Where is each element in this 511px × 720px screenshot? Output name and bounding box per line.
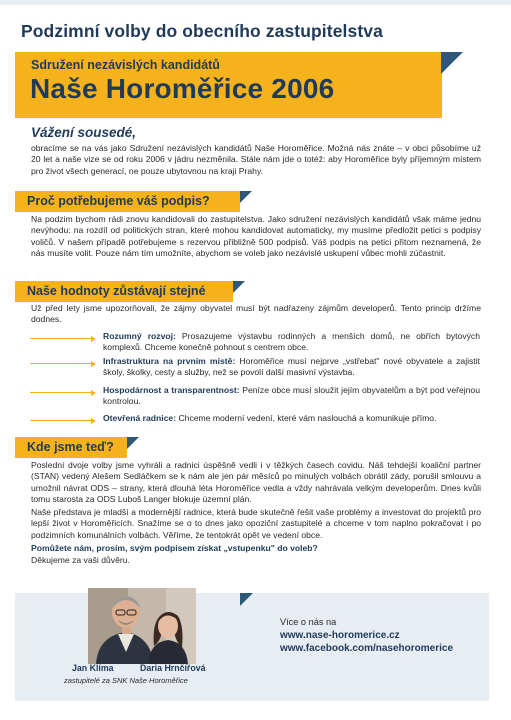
facebook-link[interactable]: www.facebook.com/nasehoromerice [280,643,454,654]
where-paragraph-1: Poslední dvoje volby jsme vyhráli a radnici úspěšně vedli i v těžkých časech covidu. Náš tehdejší koaliční partner (STAN) vedený Alešem Sedláčkem se k nám ale jen pár měsíců po minulých volbách obrátil zády, porušil smlouvu a umožnil návrat ODS – strany, která dlouhá léta Horoměřice vedla a vždy nahrávala velkým developerům. Dnes kvůli tomu starosta za ODS Luboš Langer blokuje územní plán. [31,460,481,505]
intro-paragraph: obracíme se na vás jako Sdružení nezávislých kandidátů Naše Horoměřice. Možná nás znáte – v obci působíme už 20 let a naše vize se od roku 2006 v jádru nezměnila. Stále nám jde o totéž: aby Horoměřice byly příjemným místem pro život všech generací, ne pouze ubytovnou na kraji Prahy. [31,143,481,176]
banner-title: Naše Horoměřice 2006 [30,73,335,104]
section-corner-triangle [240,191,252,203]
section-header-values [15,281,233,302]
section-corner-triangle [127,437,139,449]
value-item: Infrastruktura na prvním místě: Horoměřice musí nejprve „vstřebat" nové obyvatele a zajistit školy, školky, cesty a služby, než se povolí další masivní výstavba. [103,356,480,378]
thanks-line: Děkujeme za vaši důvěru. [31,555,130,565]
arrow-icon [30,418,96,424]
section-corner-triangle [233,281,245,293]
call-to-action: Pomůžete nám, prosím, svým podpisem získat „vstupenku" do voleb? [31,543,318,553]
greeting: Vážení sousedé, [31,125,137,140]
value-item: Otevřená radnice: Chceme moderní vedení, které vám naslouchá a komunikuje přímo. [103,413,437,423]
section-title-values: Naše hodnoty zůstávají stejné [27,284,206,298]
arrow-icon [30,361,96,367]
banner-corner-triangle [441,52,463,74]
value-item: Rozumný rozvoj: Prosazujeme výstavbu rodinných a menších domů, ne obřích bytových komplexů. Chceme konečně pohnout s centrem obce. [103,331,480,353]
section-header-where [15,437,127,458]
arrow-icon [30,336,96,342]
section-title-signature: Proč potřebujeme váš podpis? [27,194,210,208]
section-header-signature [15,191,240,212]
top-strip [0,0,511,5]
values-intro: Už před lety jsme upozorňovali, že zájmy obyvatel musí být nadřazeny zájmům developerů. Tento princip držíme dodnes. [31,303,481,325]
candidate-name-1: Jan Klíma [72,663,114,673]
signature-paragraph: Na podzim bychom rádi znovu kandidovali do zastupitelstva. Jako sdružení nezávislých kandidátů však máme jednu nevýhodu: na rozdíl od politických stran, které mohou kandidovat automaticky, my musíme předložit petici s podpisy voličů. V našem případě potřebujeme s rezervou přibližně 500 podpisů. Váš podpis na petici přitom neznamená, že nás musíte volit. Pouze nám tím umožníte, abychom se voleb jako nezávislé uskupení vůbec mohli zúčastnit. [31,214,481,259]
candidates-caption: zastupitelé za SNK Naše Horoměřice [64,676,188,685]
value-item: Hospodárnost a transparentnost: Peníze obce musí sloužit jejím obyvatelům a být pod veřejnou kontrolou. [103,385,480,407]
website-link[interactable]: www.nase-horomerice.cz [280,630,400,641]
more-info-label: Více o nás na [280,617,337,627]
where-paragraph-2: Naše představa je mladší a modernější radnice, která bude skutečně řešit vaše problémy a investovat do projektů pro lepší život v Horoměřicích. Snažíme se o to dnes jako opoziční zastupitelé a chceme v tom naplno pokračovat i po podzimních komunálních volbách. Věříme, že tentokrát opět ve vedení obce. [31,507,481,540]
main-heading: Podzimní volby do obecního zastupitelstva [21,21,383,41]
footer-corner-triangle [240,593,253,606]
arrow-icon [30,390,96,396]
banner-subtitle: Sdružení nezávislých kandidátů [31,58,220,72]
section-title-where: Kde jsme teď? [27,440,114,454]
candidate-name-2: Daria Hrnčířová [140,663,206,673]
candidates-photo [88,588,196,664]
title-banner [15,52,442,118]
